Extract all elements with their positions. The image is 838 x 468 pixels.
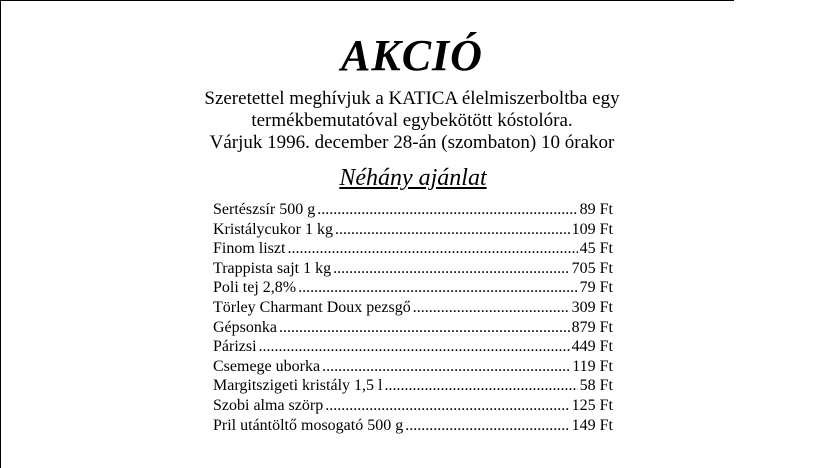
offer-price: 879 Ft	[571, 318, 613, 336]
offer-item	[213, 278, 613, 298]
offer-name: Csemege uborka	[213, 357, 321, 375]
dot-leader	[259, 337, 570, 357]
offer-name: Kristálycukor 1 kg	[213, 220, 333, 238]
dot-leader	[317, 200, 577, 220]
offer-price: 149 Ft	[571, 416, 613, 434]
offer-price: 309 Ft	[571, 298, 613, 316]
dot-leader	[333, 259, 570, 279]
offer-item	[213, 298, 613, 318]
page-title: AKCIÓ	[341, 31, 483, 80]
offer-name: Törley Charmant Doux pezsgő	[213, 298, 411, 316]
offer-price: 119 Ft	[572, 357, 613, 375]
page-top-edge	[0, 0, 734, 1]
offer-item	[213, 376, 613, 396]
offer-price: 705 Ft	[571, 259, 613, 277]
dot-leader	[298, 278, 578, 298]
offer-item	[213, 220, 613, 240]
offer-item	[213, 396, 613, 416]
offer-name: Párizsi	[213, 338, 257, 356]
dot-leader	[405, 416, 569, 436]
offer-item	[213, 337, 613, 357]
offer-item	[213, 416, 613, 436]
offer-name: Poli tej 2,8%	[213, 279, 297, 297]
offer-item	[213, 357, 613, 377]
offer-price: 45 Ft	[579, 240, 613, 258]
offer-name: Gépsonka	[213, 318, 277, 336]
intro-line: Szeretettel meghívjuk a KATICA élelmiszerboltba egy	[204, 88, 620, 109]
dot-leader	[322, 357, 570, 377]
offer-price: 125 Ft	[571, 396, 613, 414]
offer-item	[213, 200, 613, 220]
dot-leader	[287, 239, 577, 259]
offer-item	[213, 239, 613, 259]
dot-leader	[335, 220, 570, 240]
offer-price: 109 Ft	[571, 220, 613, 238]
offers-heading: Néhány ajánlat	[339, 165, 487, 191]
offer-name: Sertészsír 500 g	[213, 201, 316, 218]
offer-name: Trappista sajt 1 kg	[213, 259, 332, 277]
dot-leader	[325, 396, 569, 416]
intro-text	[0, 88, 824, 154]
dot-leader	[413, 298, 570, 318]
dot-leader	[279, 318, 570, 338]
offer-name: Finom liszt	[213, 240, 286, 258]
offer-name: Margitszigeti kristály 1,5 l	[213, 377, 383, 395]
offer-item	[213, 318, 613, 338]
offer-price: 58 Ft	[579, 377, 613, 395]
offer-item	[213, 259, 613, 279]
offer-list	[213, 200, 613, 435]
offer-name: Pril utántöltő mosogató 500 g	[213, 416, 404, 434]
intro-line: termékbemutatóval egybekötött kóstolóra.	[251, 110, 573, 131]
offer-name: Szobi alma szörp	[213, 396, 324, 414]
offer-price: 79 Ft	[579, 279, 613, 297]
intro-line: Várjuk 1996. december 28-án (szombaton) 10 órakor	[209, 132, 615, 153]
offer-price: 89 Ft	[579, 201, 613, 218]
dot-leader	[384, 376, 577, 396]
offer-price: 449 Ft	[571, 338, 613, 356]
